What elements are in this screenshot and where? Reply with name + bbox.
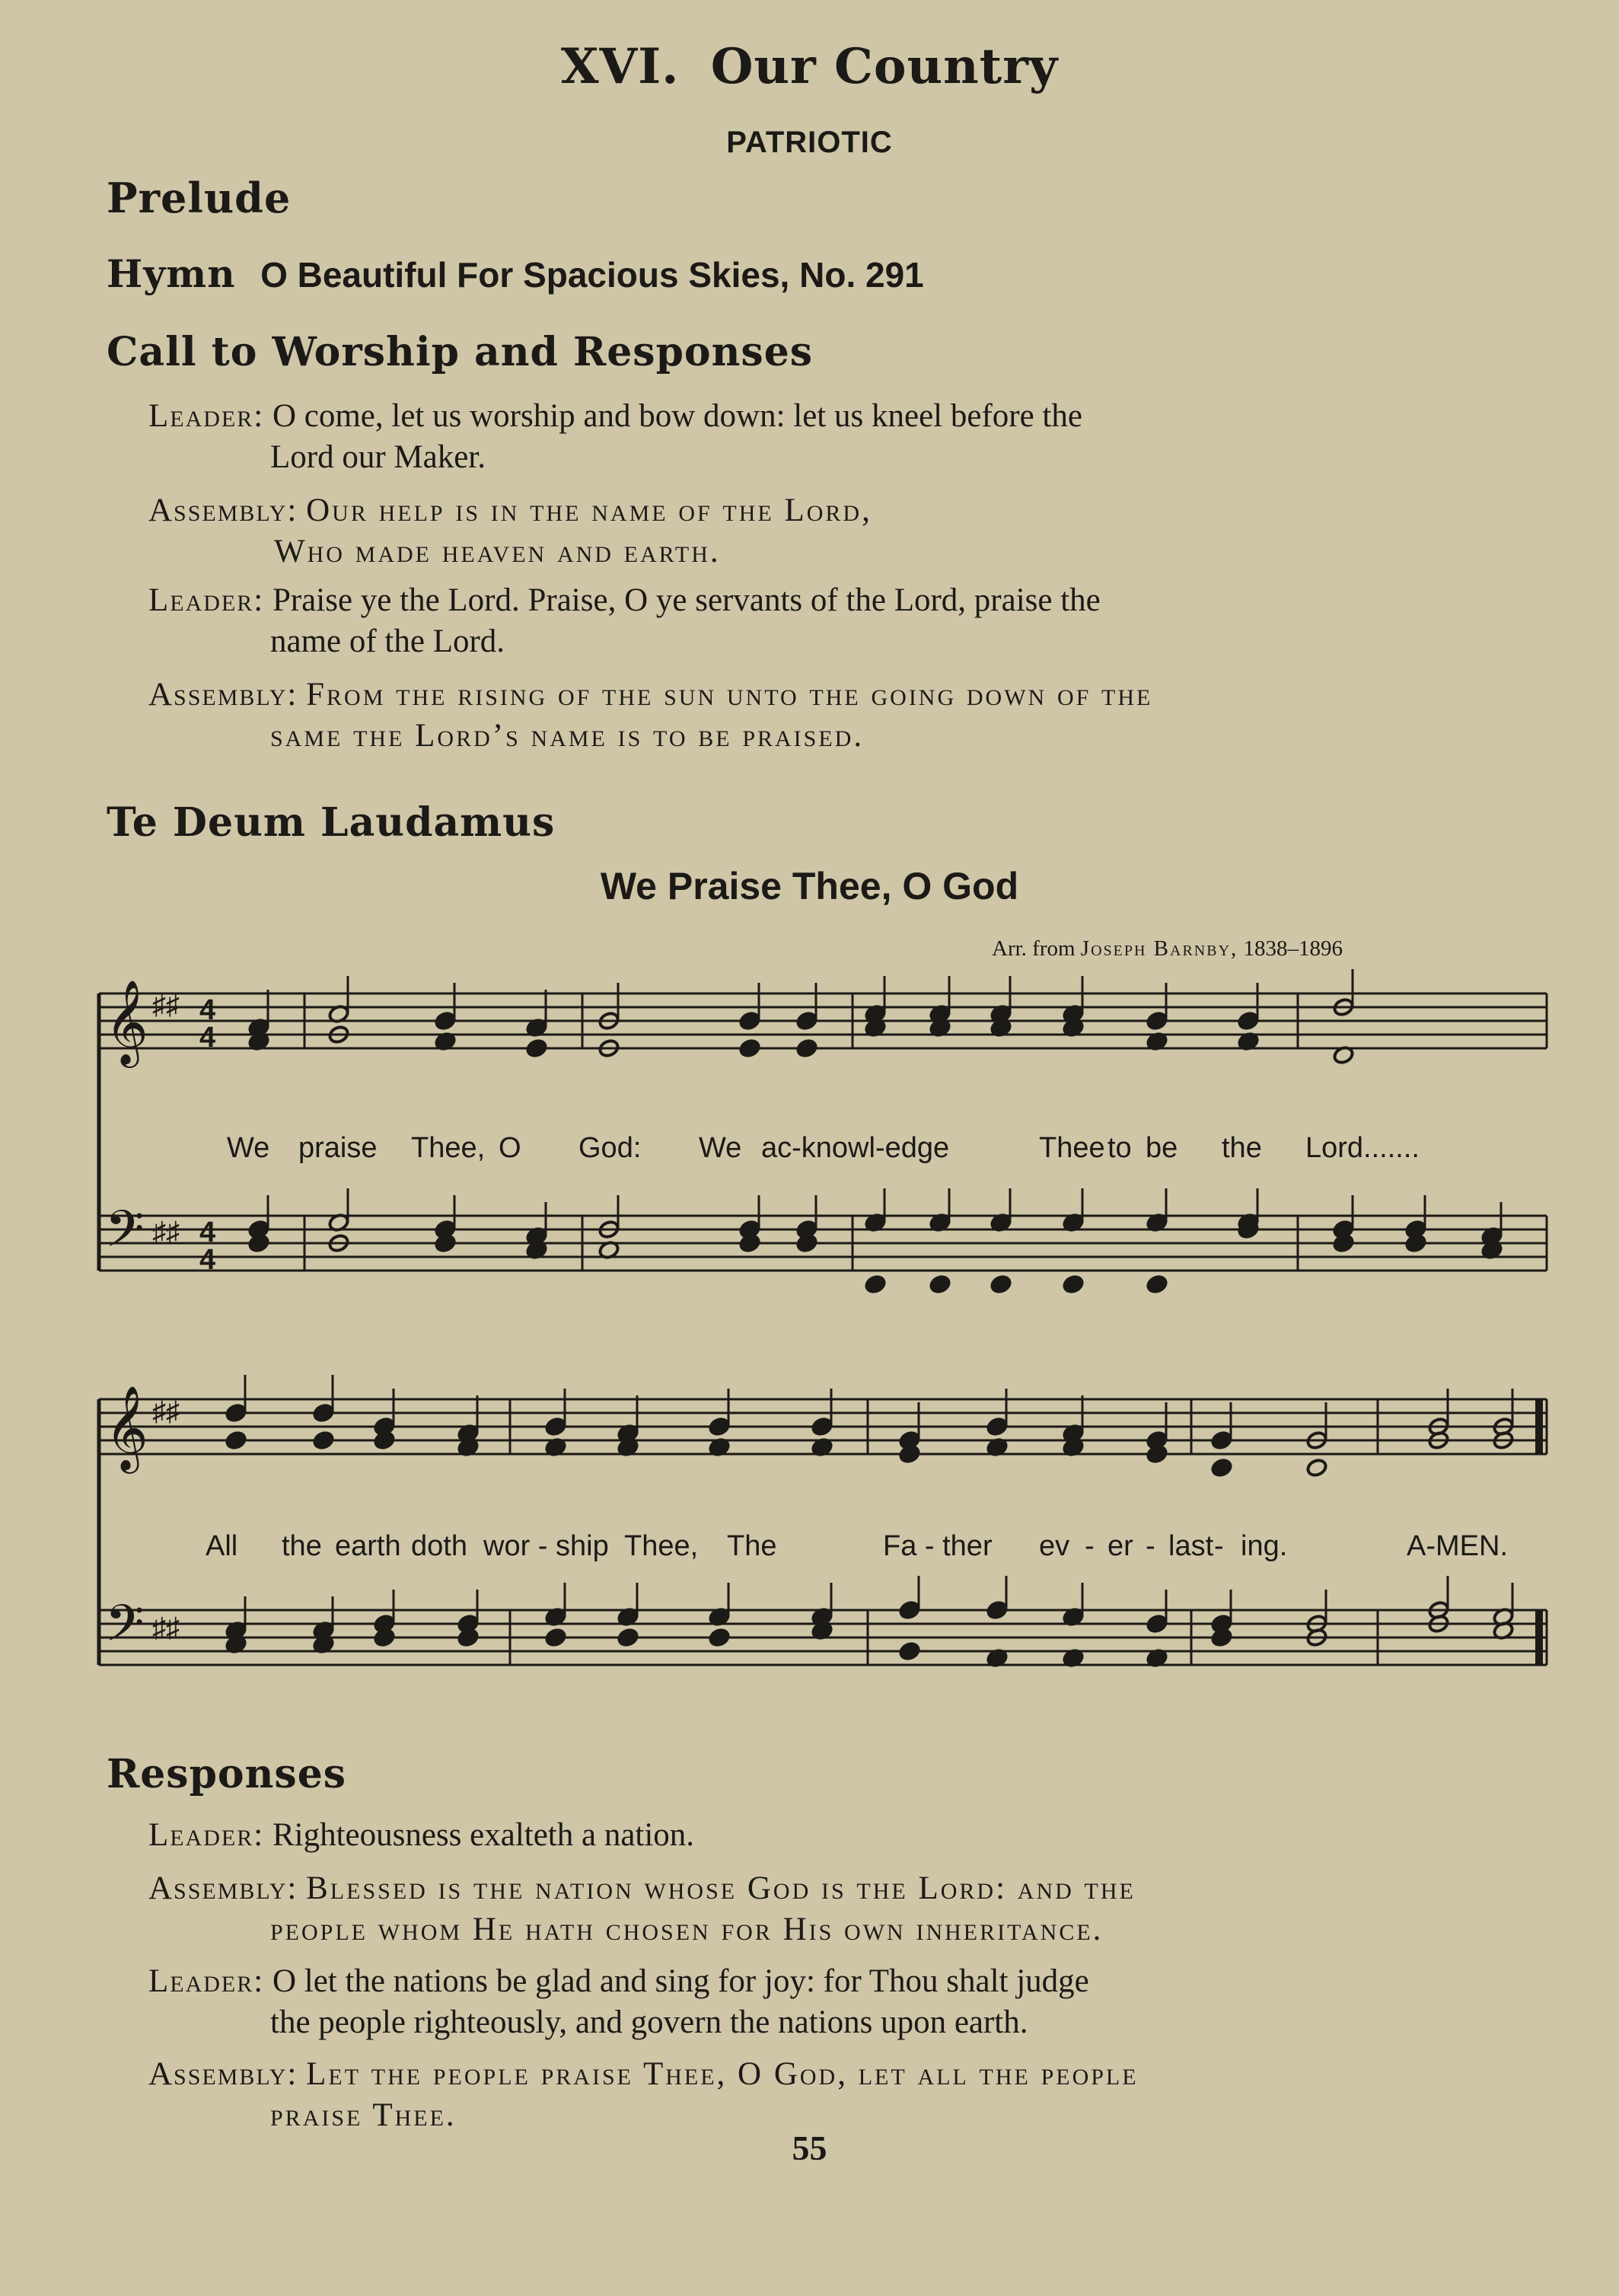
treble-clef-icon: 𝄞 [105, 981, 148, 1063]
lyric: A-MEN. [1407, 1530, 1508, 1562]
note-head [1210, 1430, 1232, 1450]
lyric: ing. [1241, 1530, 1288, 1562]
te-deum-title: We Praise Thee, O God [600, 865, 1019, 907]
lyric: to [1107, 1132, 1132, 1164]
lyric: Thee, [624, 1530, 699, 1562]
lyric: God: [578, 1132, 642, 1164]
lyric: We [699, 1132, 742, 1164]
notes [225, 969, 1514, 1668]
bass-clef-icon: 𝄢 [105, 1596, 145, 1663]
lyric: the [282, 1530, 322, 1562]
note-head [738, 1038, 760, 1058]
lyric: - [1085, 1530, 1095, 1562]
note-head [1210, 1458, 1232, 1478]
sharp-icon: ♯♯ [152, 1395, 180, 1427]
note-head [434, 1011, 456, 1031]
lyric: O [499, 1132, 521, 1164]
resp-leader-1: Leader: Righteousness exalteth a nation. [148, 1817, 695, 1853]
lyric: praise [298, 1132, 378, 1164]
call-assembly-2: Assembly: From the rising of the sun unto the going down of the same the Lord’s name is to be praised. [148, 677, 1153, 754]
sharp-icon: ♯♯ [152, 1216, 180, 1247]
lyric: be [1146, 1132, 1178, 1164]
responses-heading: Responses [107, 1751, 347, 1797]
time-signature: 4 [199, 1217, 216, 1248]
te-deum-heading: Te Deum Laudamus [107, 799, 556, 846]
lyric: Fa - ther [883, 1530, 993, 1562]
resp-assembly-1: Assembly: Blessed is the nation whose God is the Lord: and the people whom He hath chosen for His own inheritance. [148, 1870, 1136, 1947]
lyric: ev [1039, 1530, 1070, 1562]
note-head [898, 1641, 920, 1661]
speaker: Assembly: [148, 677, 298, 713]
note-head [225, 1403, 247, 1423]
lyric: the [1222, 1132, 1262, 1164]
note-head [525, 1038, 547, 1058]
speaker: Leader: [148, 1817, 265, 1853]
sharp-icon: ♯♯ [152, 1612, 180, 1643]
time-signature: 4 [199, 994, 216, 1026]
page-number: 55 [792, 2129, 827, 2167]
note-head [795, 1011, 817, 1031]
treble-clef-icon: 𝄞 [105, 1387, 148, 1468]
resp-leader-2: Leader: O let the nations be glad and sing for joy: for Thou shalt judge the people righteously, and govern the nations upon earth. [148, 1963, 1089, 2040]
note-head [312, 1430, 334, 1450]
note-head [738, 1011, 760, 1031]
note-head [312, 1403, 334, 1423]
lyric: The [727, 1530, 777, 1562]
chapter-number: XVI. [560, 38, 680, 95]
time-signature: 4 [199, 1022, 216, 1054]
speaker: Leader: [148, 398, 265, 434]
chapter-subtitle: PATRIOTIC [726, 126, 893, 159]
speaker: Assembly: [148, 493, 298, 528]
lyric: All [206, 1530, 238, 1562]
note-head [811, 1417, 833, 1437]
lyrics-row-1 [227, 1132, 1420, 1164]
lyric: last [1168, 1530, 1214, 1562]
hymn-label: Hymn [107, 251, 236, 296]
lyric: We [227, 1132, 270, 1164]
note-head [990, 1274, 1012, 1294]
speaker: Leader: [148, 582, 265, 618]
note-head [544, 1628, 566, 1647]
note-head [708, 1417, 730, 1437]
note-head [1062, 1274, 1084, 1294]
lyrics-row-2 [206, 1530, 1508, 1562]
lyric: doth [411, 1530, 467, 1562]
note-head [929, 1274, 951, 1294]
resp-assembly-2: Assembly: Let the people praise Thee, O God, let all the people praise Thee. [148, 2056, 1139, 2133]
note-head [795, 1038, 817, 1058]
note-head [1146, 1614, 1168, 1634]
lyric: er [1107, 1530, 1133, 1562]
prelude-heading: Prelude [107, 174, 292, 222]
note-head [986, 1417, 1008, 1437]
note-head [864, 1274, 886, 1294]
call-heading: Call to Worship and Responses [107, 329, 814, 375]
speaker: Leader: [148, 1963, 265, 1999]
lyric: - [1214, 1530, 1224, 1562]
call-leader-2: Leader: Praise ye the Lord. Praise, O ye servants of the Lord, praise the name of the Lord. [148, 582, 1101, 659]
lyric: wor - ship [483, 1530, 609, 1562]
staff-lines [99, 993, 1547, 1665]
hymn-title: O Beautiful For Spacious Skies, No. 291 [260, 255, 924, 295]
lyric: ac-knowl-edge [761, 1132, 950, 1164]
note-head [1305, 1458, 1327, 1478]
note-head [898, 1600, 920, 1620]
bass-clef-icon: 𝄢 [105, 1201, 145, 1269]
call-assembly-1: Assembly: Our help is in the name of the Lord, Who made heaven and earth. [148, 493, 872, 569]
note-head [986, 1600, 1008, 1620]
note-head [617, 1628, 639, 1647]
chapter-name: Our Country [710, 38, 1059, 95]
note-head [1146, 1011, 1168, 1031]
lyric: Thee, [411, 1132, 486, 1164]
note-head [1237, 1011, 1259, 1031]
lyric: - [1146, 1530, 1155, 1562]
lyric: Lord....... [1305, 1132, 1420, 1164]
speaker: Assembly: [148, 2056, 298, 2092]
time-signature: 4 [199, 1244, 216, 1276]
note-head [544, 1417, 566, 1437]
sharp-icon: ♯♯ [152, 989, 180, 1020]
note-head [225, 1430, 247, 1450]
note-head [1146, 1274, 1168, 1294]
lyric: earth [335, 1530, 401, 1562]
speaker: Assembly: [148, 1870, 298, 1906]
call-leader-1: Leader: O come, let us worship and bow down: let us kneel before the Lord our Maker. [148, 398, 1082, 475]
lyric: Thee [1039, 1132, 1105, 1164]
te-deum-credit: Arr. from Joseph Barnby, 1838–1896 [992, 936, 1343, 961]
note-head [708, 1628, 730, 1647]
